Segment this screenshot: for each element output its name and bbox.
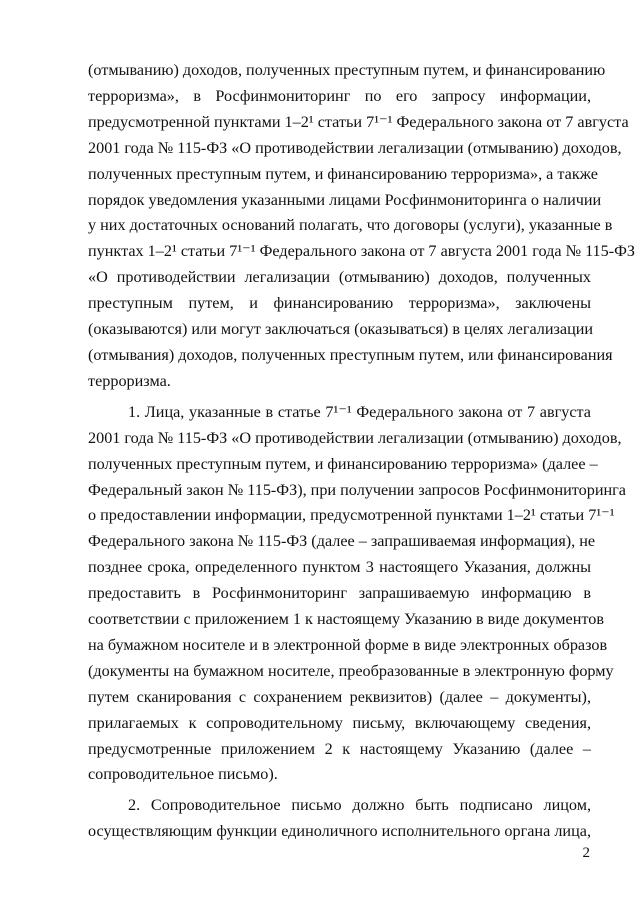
text-line: (оказываются) или могут заключаться (оказываться) в целях легализации [88, 320, 594, 339]
paragraph-1 [88, 400, 626, 789]
text-line: прилагаемых к сопроводительному письму, включающему сведения, [88, 713, 591, 732]
text-line: сопроводительное письмо). [88, 765, 278, 784]
text-line: предоставить в Росфинмониторинг запрашиваемую информацию в [88, 584, 591, 603]
text-line: терроризма. [88, 371, 171, 390]
text-line: порядок уведомления указанными лицами Росфинмониторинга о наличии [88, 190, 602, 209]
text-line: преступным путем, и финансированию терроризма», заключены [88, 294, 591, 313]
paragraph-2 [88, 793, 591, 845]
text-line: осуществляющим функции единоличного исполнительного органа лица, [88, 822, 591, 841]
text-line: пунктах 1–2¹ статьи 7¹⁻¹ Федерального закона от 7 августа 2001 года № 115-ФЗ [88, 242, 636, 261]
text-line: о предоставлении информации, предусмотренной пунктами 1–2¹ статьи 7¹⁻¹ [88, 506, 615, 525]
text-line: (отмывания) доходов, полученных преступным путем, или финансирования [88, 345, 613, 364]
text-line: (документы на бумажном носителе, преобразованные в электронную форму [88, 661, 614, 680]
text-line: Федерального закона № 115-ФЗ (далее – запрашиваемая информация), не [88, 532, 596, 551]
text-line: предусмотренные приложением 2 к настоящему Указанию (далее – [88, 739, 591, 758]
text-line: позднее срока, определенного пунктом 3 настоящего Указания, должны [88, 558, 591, 577]
text-line: 1. Лица, указанные в статье 7¹⁻¹ Федерального закона от 7 августа [128, 402, 591, 421]
text-line: полученных преступным путем, и финансированию терроризма» (далее – [88, 454, 598, 473]
text-line: предусмотренной пунктами 1–2¹ статьи 7¹⁻¹ Федерального закона от 7 августа [88, 112, 629, 131]
text-line: у них достаточных оснований полагать, что договоры (услуги), указанные в [88, 216, 613, 235]
text-line: (отмыванию) доходов, полученных преступным путем, и финансированию [88, 61, 606, 79]
text-line: «О противодействии легализации (отмыванию) доходов, полученных [88, 268, 591, 287]
text-line: на бумажном носителе и в электронной форме в виде электронных образов [88, 635, 608, 654]
intro-paragraph [88, 58, 636, 395]
text-line: 2. Сопроводительное письмо должно быть подписано лицом, [128, 796, 591, 815]
text-line: терроризма», в Росфинмониторинг по его запросу информации, [88, 86, 591, 105]
text-line: 2001 года № 115-ФЗ «О противодействии легализации (отмыванию) доходов, [88, 138, 622, 157]
document-body [88, 58, 636, 845]
text-line: соответствии с приложением 1 к настоящему Указанию в виде документов [88, 610, 604, 629]
page-number: 2 [582, 845, 590, 861]
text-line: путем сканирования с сохранением реквизитов) (далее – документы), [88, 687, 591, 706]
text-line: полученных преступным путем, и финансированию терроризма», а также [88, 164, 598, 183]
text-line: 2001 года № 115-ФЗ «О противодействии легализации (отмыванию) доходов, [88, 428, 622, 447]
text-line: Федеральный закон № 115-ФЗ), при получении запросов Росфинмониторинга [88, 480, 626, 499]
